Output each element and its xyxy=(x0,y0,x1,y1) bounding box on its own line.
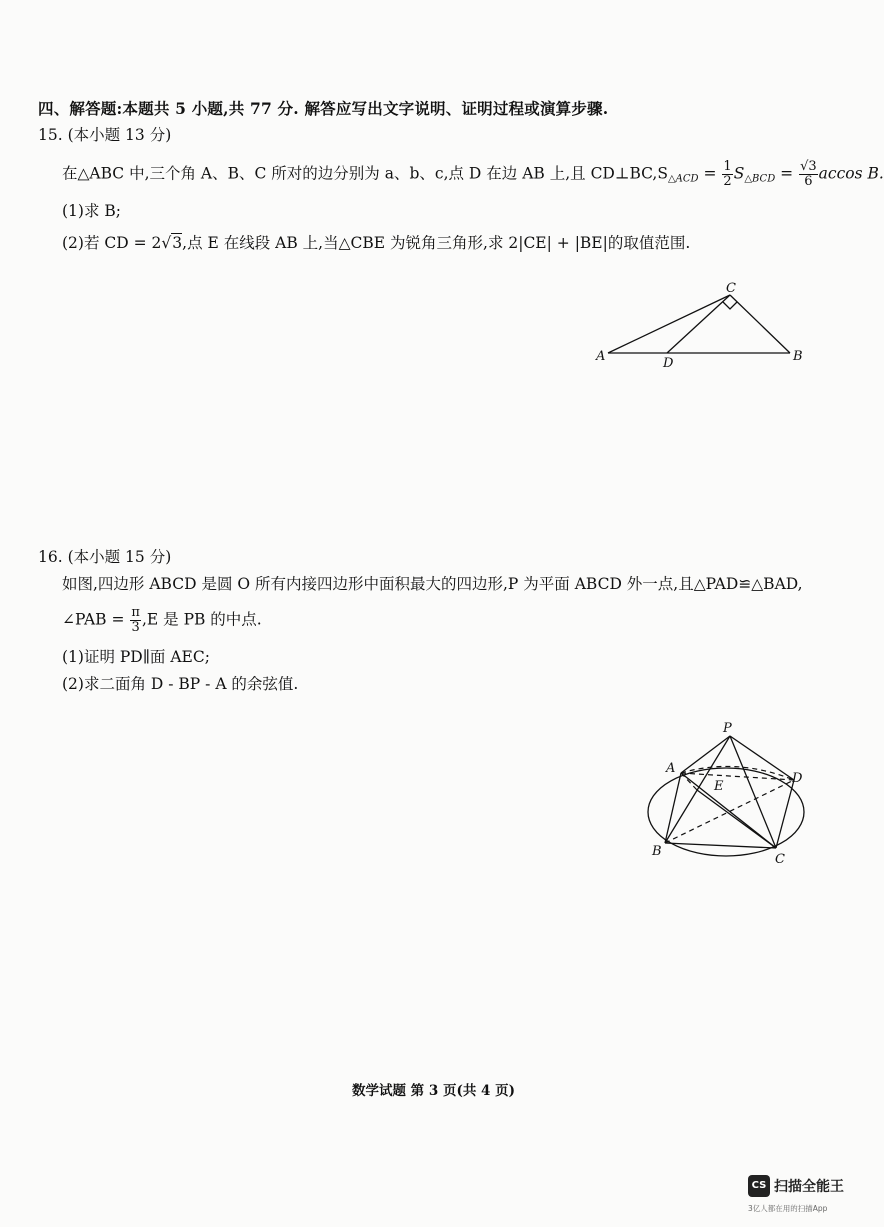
q16-angle-line xyxy=(62,606,262,635)
q15-part2-a: (2)若 CD = 2 xyxy=(62,234,162,252)
segment-cd xyxy=(667,295,730,353)
scanner-watermark xyxy=(748,1173,860,1219)
label-d: D xyxy=(663,356,674,371)
sqrt-sign: √ xyxy=(161,234,172,252)
q15-stem-text: 在△ABC 中,三个角 A、B、C 所对的边分别为 a、b、c,点 D 在边 AB 上,且 CD⊥BC,S xyxy=(62,164,668,183)
q15-frac-half-num: 1 xyxy=(723,159,732,174)
label-a: A xyxy=(596,349,606,364)
label-b: B xyxy=(652,844,662,859)
q15-frac-half xyxy=(722,160,732,189)
q16-frac-den: 3 xyxy=(131,620,140,635)
q16-pyramid-figure xyxy=(636,712,816,872)
label-c: C xyxy=(726,281,736,296)
q16-angle-b: ,E 是 PB 的中点. xyxy=(141,610,262,629)
segment-cb xyxy=(730,295,790,353)
q15-eq2: = xyxy=(775,164,799,183)
scanner-tagline: 3亿人都在用的扫描App xyxy=(748,1204,828,1213)
q15-frac-root-den: 6 xyxy=(804,174,813,189)
segment-ac xyxy=(608,295,730,353)
q15-part2-sqrt: 3 xyxy=(172,234,183,252)
q15-part1: (1)求 B; xyxy=(62,202,121,220)
q16-frac-num: π xyxy=(131,605,140,620)
q15-frac-root xyxy=(799,160,818,189)
q15-eq: = xyxy=(698,164,722,183)
q16-part2: (2)求二面角 D - BP - A 的余弦值. xyxy=(62,675,299,693)
label-c: C xyxy=(775,852,785,867)
q16-angle-a: ∠PAB = xyxy=(62,610,130,629)
label-d: D xyxy=(792,771,803,786)
q15-frac-root-num: √3 xyxy=(800,159,817,174)
q15-part2 xyxy=(62,231,690,253)
dashed-ae xyxy=(681,773,697,790)
scanner-name: 扫描全能王 xyxy=(774,1179,844,1195)
q15-frac-half-den: 2 xyxy=(723,174,732,189)
q16-stem: 如图,四边形 ABCD 是圆 O 所有内接四边形中面积最大的四边形,P 为平面 ABCD 外一点,且△PAD≌△BAD, xyxy=(62,575,803,593)
q15-title: 15. (本小题 13 分) xyxy=(38,126,172,144)
label-b: B xyxy=(793,349,803,364)
q15-part2-b: ,点 E 在线段 AB 上,当△CBE 为锐角三角形,求 2|CE| + |BE|的取值范围. xyxy=(182,234,691,252)
label-a: A xyxy=(666,761,676,776)
q16-frac-pi3 xyxy=(130,606,141,635)
q15-stem-end: accos B. xyxy=(818,164,884,183)
q15-s2: S xyxy=(733,164,745,183)
q15-sub-bcd: △BCD xyxy=(744,173,776,185)
label-p: P xyxy=(723,721,732,736)
q16-part1: (1)证明 PD∥面 AEC; xyxy=(62,648,210,666)
scanner-logo-icon: CS xyxy=(748,1175,770,1197)
edge-bc xyxy=(665,843,776,848)
page-footer: 数学试题 第 3 页(共 4 页) xyxy=(351,1083,516,1099)
q15-sub-acd: △ACD xyxy=(667,173,699,185)
section-heading: 四、解答题:本题共 5 小题,共 77 分. 解答应写出文字说明、证明过程或演算步骤. xyxy=(38,99,609,118)
q15-stem xyxy=(62,160,884,189)
right-angle-mark xyxy=(723,302,737,309)
q16-title: 16. (本小题 15 分) xyxy=(38,548,172,566)
q15-triangle-figure xyxy=(590,280,810,375)
edge-cd xyxy=(776,780,794,848)
label-e: E xyxy=(714,779,724,794)
